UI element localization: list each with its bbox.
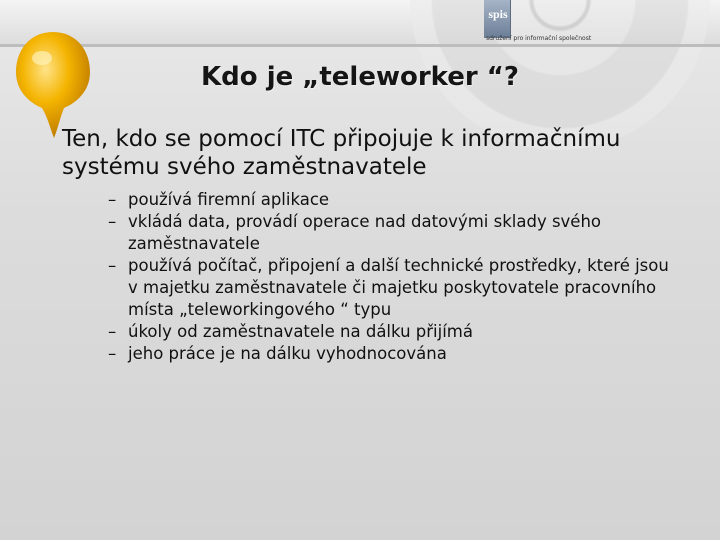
dash-icon: – bbox=[108, 212, 117, 231]
slide-content bbox=[62, 125, 682, 365]
list-item-text: vkládá data, provádí operace nad datovými sklady svého zaměstnavatele bbox=[128, 212, 602, 253]
list-item-text: jeho práce je na dálku vyhodnocována bbox=[128, 344, 447, 363]
dash-icon: – bbox=[108, 256, 117, 275]
list-item-text: používá firemní aplikace bbox=[128, 190, 330, 209]
dash-icon: – bbox=[108, 344, 117, 363]
list-item-text: úkoly od zaměstnavatele na dálku přijímá bbox=[128, 322, 473, 341]
dash-icon: – bbox=[108, 322, 117, 341]
lead-text: Ten, kdo se pomocí ITC připojuje k informačnímu systému svého zaměstnavatele bbox=[62, 126, 621, 180]
list-item bbox=[62, 321, 682, 343]
spis-tagline: sdružení pro informační společnost bbox=[486, 35, 592, 42]
list-item bbox=[62, 211, 682, 255]
list-item bbox=[62, 255, 682, 321]
bullet-list bbox=[62, 189, 682, 365]
list-item bbox=[62, 189, 682, 211]
list-item bbox=[62, 343, 682, 365]
list-item-text: používá počítač, připojení a další technické prostředky, které jsou v majetku zaměstnavatele či majetku poskytovatele pracovního místa „teleworkingového “ typu bbox=[128, 256, 669, 319]
header-divider bbox=[0, 44, 720, 47]
dash-icon: – bbox=[108, 190, 117, 209]
spis-logo: spis bbox=[488, 6, 508, 21]
slide-title: Kdo je „teleworker “? bbox=[201, 62, 519, 92]
